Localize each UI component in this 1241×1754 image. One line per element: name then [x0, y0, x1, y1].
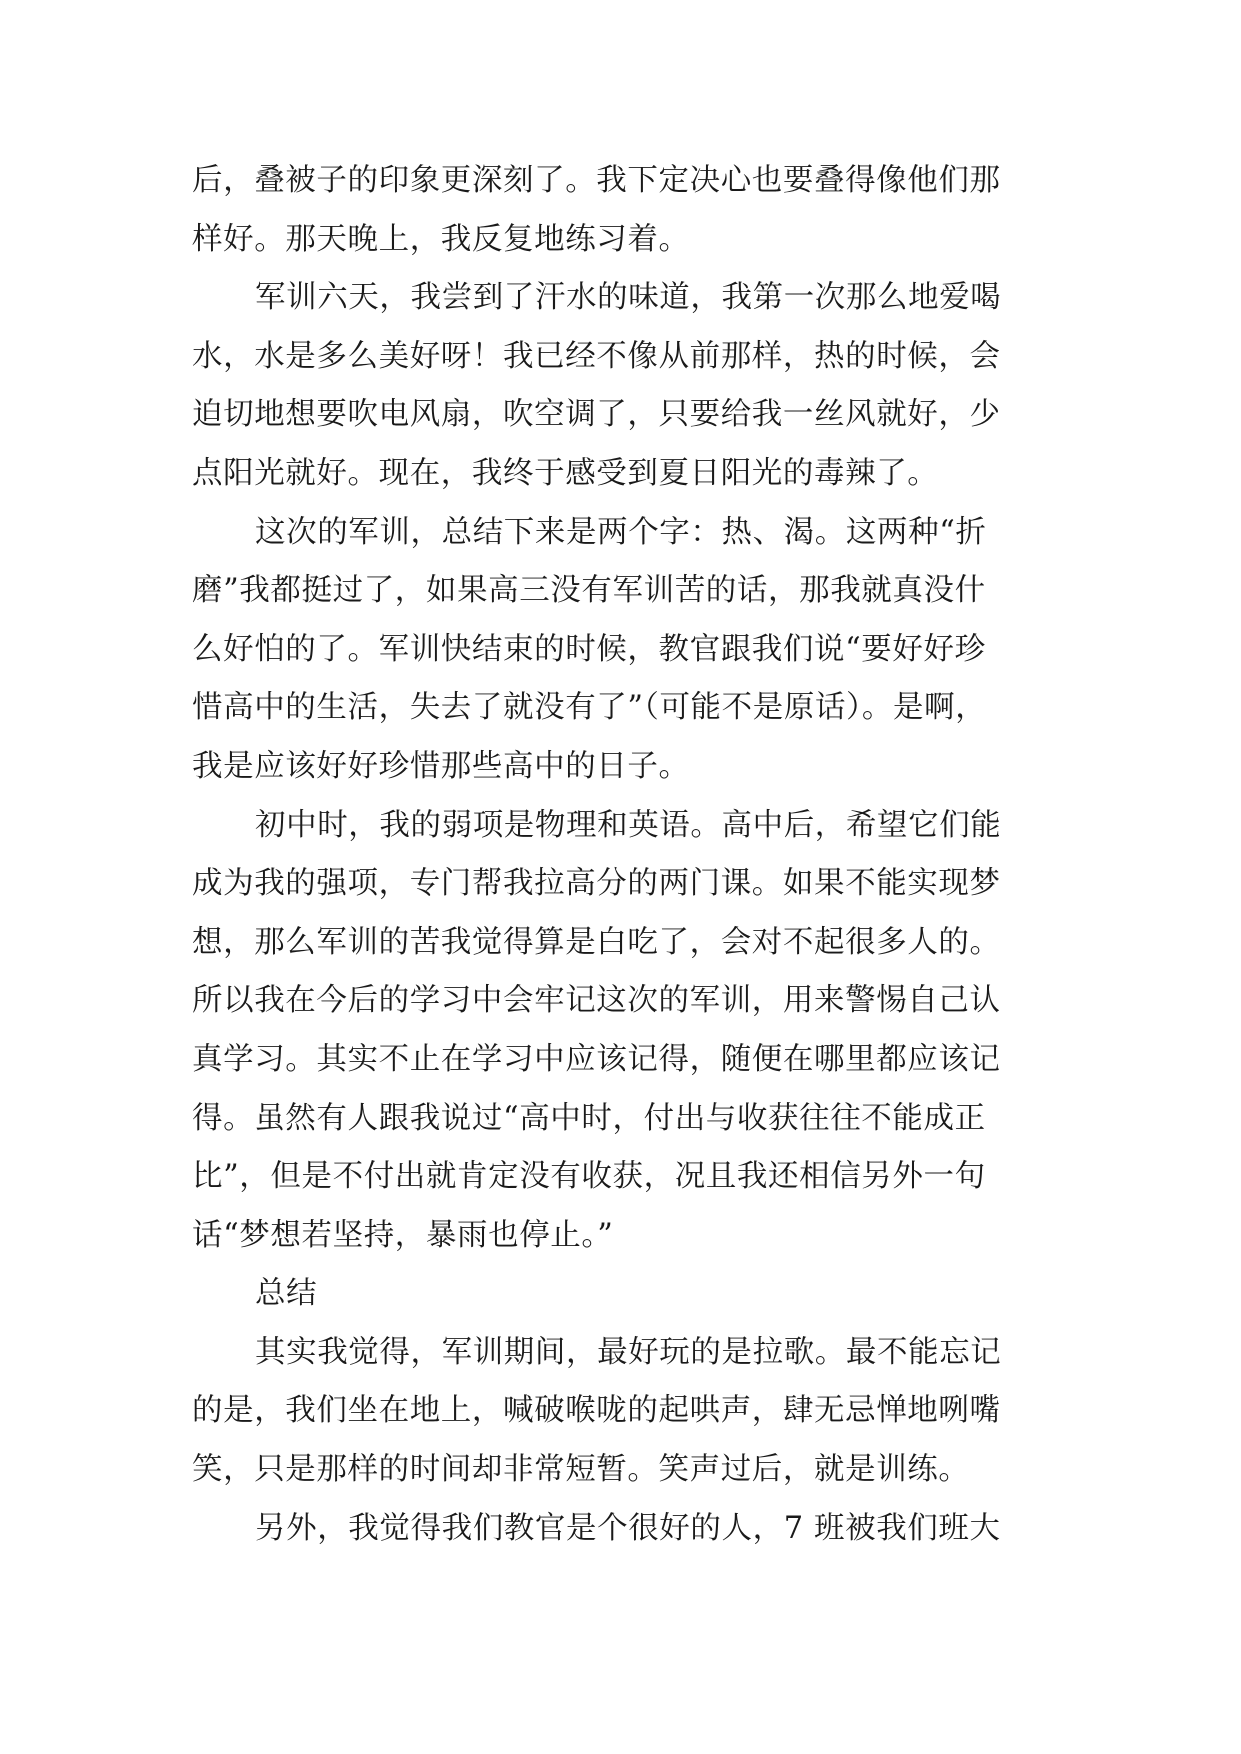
text-line: 我是应该好好珍惜那些高中的日子。 — [192, 748, 690, 784]
text-line: 另外，我觉得我们教官是个很好的人，7 班被我们班大 — [255, 1510, 1001, 1546]
body-text — [192, 152, 1072, 1558]
text-line: 真学习。其实不止在学习中应该记得，随便在哪里都应该记 — [192, 1041, 1001, 1077]
text-line: 后，叠被子的印象更深刻了。我下定决心也要叠得像他们那 — [192, 163, 1001, 198]
text-line: 所以我在今后的学习中会牢记这次的军训，用来警惕自己认 — [192, 983, 1001, 1019]
text-line: 总结 — [255, 1276, 318, 1312]
text-line: 得。虽然有人跟我说过“高中时，付出与收获往往不能成正 — [192, 1100, 986, 1136]
text-line: 比”，但是不付出就肯定没有收获，况且我还相信另外一句 — [192, 1159, 986, 1195]
text-line: 其实我觉得，军训期间，最好玩的是拉歌。最不能忘记 — [255, 1334, 1002, 1370]
text-line: 磨”我都挺过了，如果高三没有军训苦的话，那我就真没什 — [192, 573, 986, 609]
text-line: 初中时，我的弱项是物理和英语。高中后，希望它们能 — [255, 807, 1002, 843]
text-line: 惜高中的生活，失去了就没有了”（可能不是原话）。是啊， — [192, 690, 987, 726]
text-line: 样好。那天晚上，我反复地练习着。 — [192, 221, 690, 257]
text-line: 成为我的强项，专门帮我拉高分的两门课。如果不能实现梦 — [192, 866, 1001, 902]
text-line: 军训六天，我尝到了汗水的味道，我第一次那么地爱喝 — [255, 280, 1002, 316]
text-line: 这次的军训，总结下来是两个字：热、渴。这两种“折 — [255, 514, 987, 550]
text-line: 么好怕的了。军训快结束的时候，教官跟我们说“要好好珍 — [192, 631, 986, 667]
text-line: 话“梦想若坚持，暴雨也停止。” — [192, 1217, 614, 1253]
text-line: 笑，只是那样的时间却非常短暂。笑声过后，就是训练。 — [192, 1452, 970, 1488]
text-line: 的是，我们坐在地上，喊破喉咙的起哄声，肆无忌惮地咧嘴 — [192, 1393, 1001, 1429]
text-line: 想，那么军训的苦我觉得算是白吃了，会对不起很多人的。 — [192, 924, 1001, 960]
text-line: 水，水是多么美好呀！我已经不像从前那样，热的时候，会 — [192, 338, 1001, 374]
text-line: 点阳光就好。现在，我终于感受到夏日阳光的毒辣了。 — [192, 455, 939, 491]
text-line: 迫切地想要吹电风扇，吹空调了，只要给我一丝风就好，少 — [192, 397, 1001, 433]
